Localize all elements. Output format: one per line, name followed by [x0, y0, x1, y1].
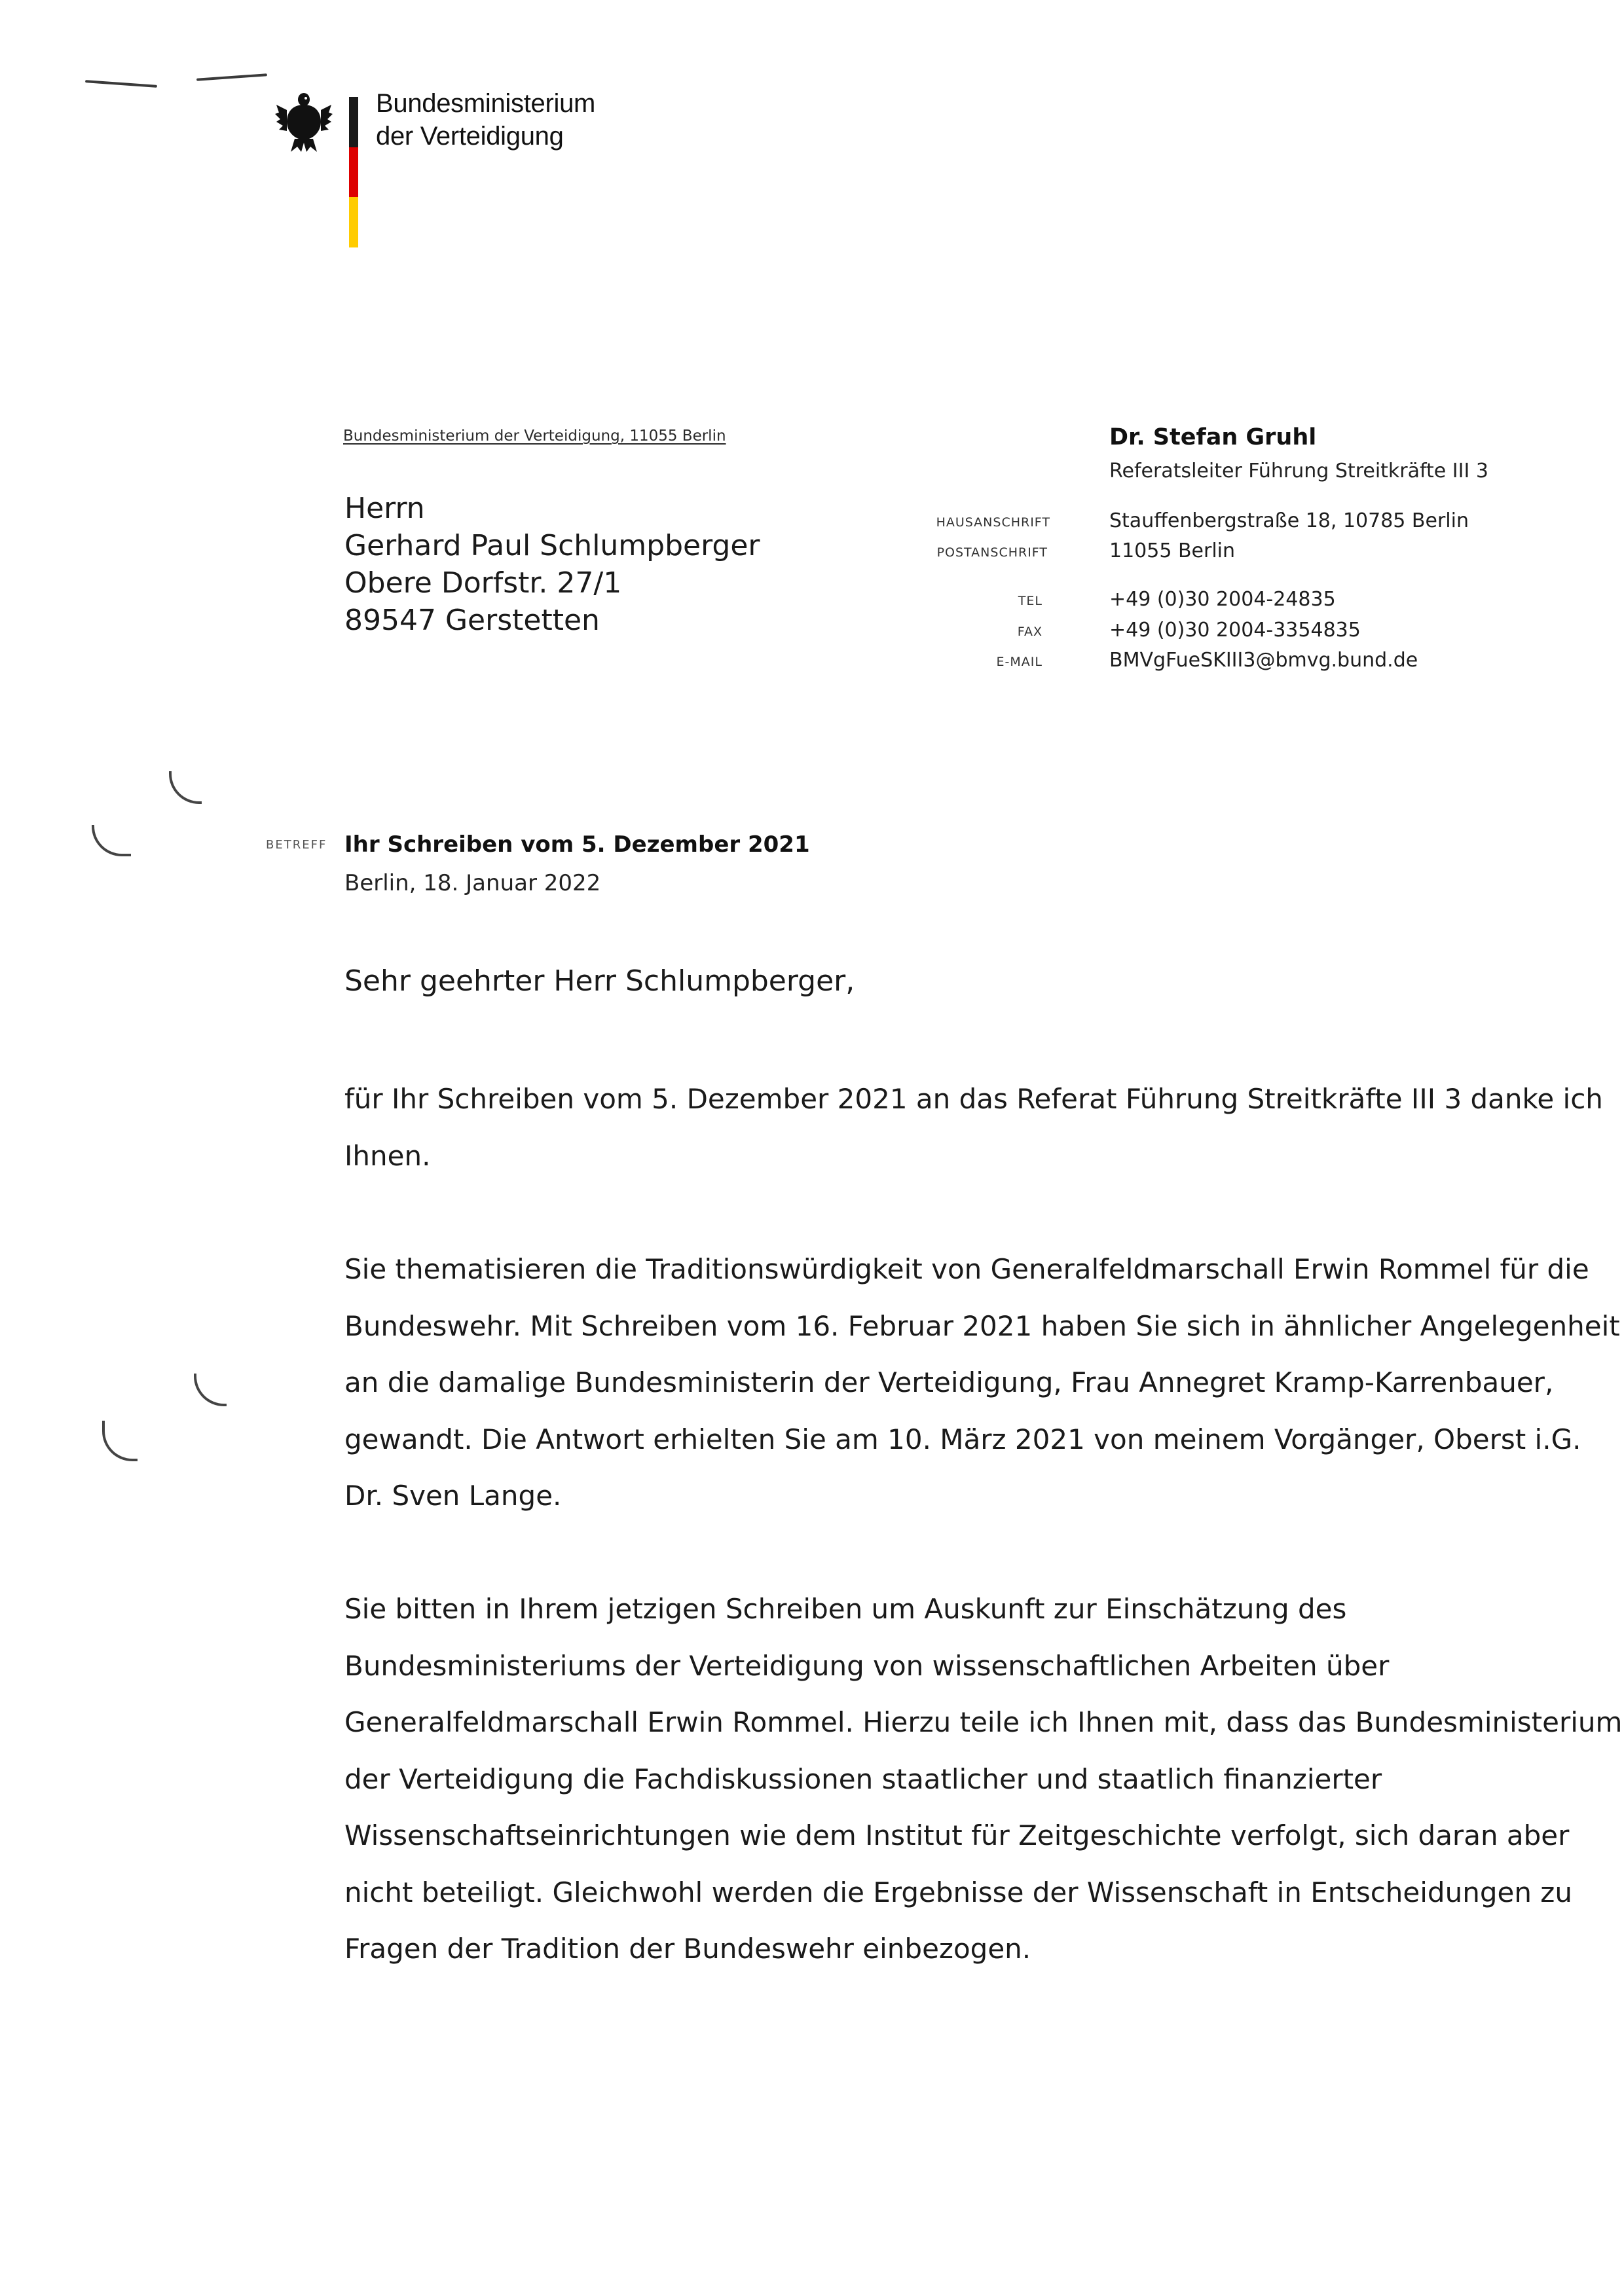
- paragraph-line: Sie thematisieren die Traditionswürdigkeit von Generalfeldmarschall Erwin Rommel für die: [344, 1253, 1589, 1285]
- salutation: Sehr geehrter Herr Schlumpberger,: [344, 964, 855, 998]
- recipient-city: 89547 Gerstetten: [344, 604, 600, 637]
- fax-value: +49 (0)30 2004-3354835: [1109, 619, 1361, 642]
- sender-name: Dr. Stefan Gruhl: [1109, 424, 1317, 450]
- body-paragraph-2: [344, 1241, 1620, 1525]
- recipient-name: Gerhard Paul Schlumpberger: [344, 529, 760, 562]
- paragraph-line: für Ihr Schreiben vom 5. Dezember 2021 an das Referat Führung Streitkräfte III 3 danke ich: [344, 1083, 1603, 1115]
- sender-title: Referatsleiter Führung Streitkräfte III 3: [1109, 460, 1488, 483]
- punch-hole-mark: [169, 771, 202, 804]
- flag-bar: [349, 97, 358, 247]
- postal-address-label: POSTANSCHRIFT: [936, 545, 1048, 560]
- paragraph-line: Wissenschaftseinrichtungen wie dem Institut für Zeitgeschichte verfolgt, sich daran aber: [344, 1819, 1570, 1851]
- email-label: E-MAIL: [996, 655, 1043, 669]
- punch-hole-mark: [194, 1374, 227, 1406]
- betreff-label: BETREFF: [266, 838, 327, 852]
- flag-black: [349, 97, 358, 147]
- ministry-name-line1: Bundesministerium: [376, 89, 596, 118]
- paragraph-line: Dr. Sven Lange.: [344, 1480, 562, 1512]
- flag-red: [349, 147, 358, 198]
- body-paragraph-1: [344, 1071, 1603, 1184]
- fax-label: FAX: [1017, 625, 1043, 639]
- ministry-name-line2: der Verteidigung: [376, 122, 564, 151]
- paragraph-line: nicht beteiligt. Gleichwohl werden die Ergebnisse der Wissenschaft in Entscheidungen zu: [344, 1876, 1572, 1908]
- house-address-value: Stauffenbergstraße 18, 10785 Berlin: [1109, 509, 1469, 532]
- paragraph-line: Bundesministeriums der Verteidigung von wissenschaftlichen Arbeiten über: [344, 1649, 1390, 1682]
- paragraph-line: Sie bitten in Ihrem jetzigen Schreiben um Auskunft zur Einschätzung des: [344, 1593, 1347, 1625]
- paragraph-line: an die damalige Bundesministerin der Verteidigung, Frau Annegret Kramp-Karrenbauer,: [344, 1366, 1554, 1398]
- punch-hole-mark: [102, 1421, 138, 1461]
- recipient-street: Obere Dorfstr. 27/1: [344, 566, 622, 600]
- paragraph-line: der Verteidigung die Fachdiskussionen staatlicher und staatlich finanzierter: [344, 1762, 1382, 1795]
- scan-mark: [85, 80, 157, 88]
- scan-mark: [196, 73, 267, 81]
- tel-value: +49 (0)30 2004-24835: [1109, 588, 1336, 611]
- return-address-line: Bundesministerium der Verteidigung, 11055 Berlin: [343, 428, 726, 445]
- tel-label: TEL: [1018, 594, 1043, 608]
- paragraph-line: Generalfeldmarschall Erwin Rommel. Hierzu teile ich Ihnen mit, dass das Bundesministerium: [344, 1706, 1623, 1738]
- paragraph-line: Bundeswehr. Mit Schreiben vom 16. Februar 2021 haben Sie sich in ähnlicher Angelegenheit: [344, 1309, 1620, 1342]
- body-paragraph-3: [344, 1581, 1623, 1978]
- federal-eagle-icon: [275, 90, 333, 153]
- paragraph-line: Fragen der Tradition der Bundeswehr einbezogen.: [344, 1933, 1031, 1965]
- paragraph-line: gewandt. Die Antwort erhielten Sie am 10. März 2021 von meinem Vorgänger, Oberst i.G.: [344, 1423, 1581, 1455]
- recipient-salutation-line: Herrn: [344, 492, 425, 525]
- house-address-label: HAUSANSCHRIFT: [936, 515, 1050, 530]
- postal-address-value: 11055 Berlin: [1109, 539, 1236, 562]
- punch-hole-mark: [92, 825, 131, 856]
- email-value: BMVgFueSKIII3@bmvg.bund.de: [1109, 649, 1418, 672]
- letter-date: Berlin, 18. Januar 2022: [344, 870, 601, 896]
- subject-line: Ihr Schreiben vom 5. Dezember 2021: [344, 831, 810, 858]
- paragraph-line: Ihnen.: [344, 1139, 431, 1172]
- flag-gold: [349, 197, 358, 247]
